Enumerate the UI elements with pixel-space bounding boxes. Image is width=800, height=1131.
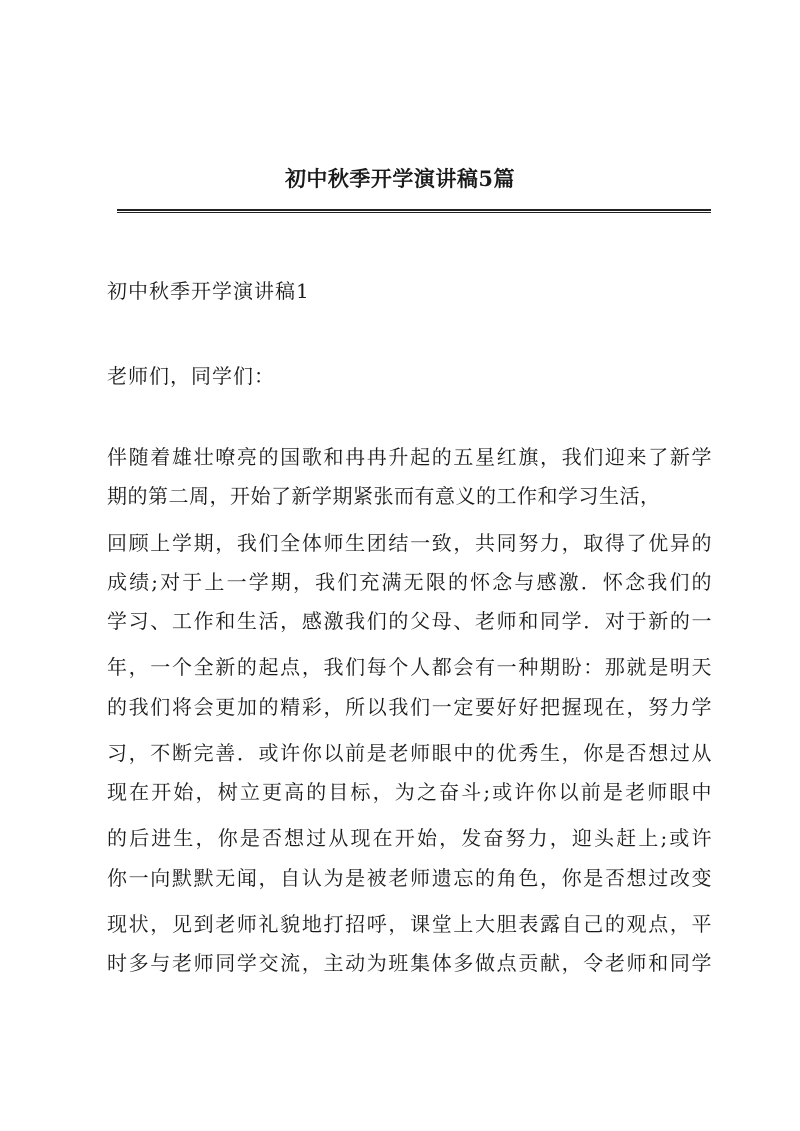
salutation: 老师们，同学们： <box>107 364 275 388</box>
body-line: 现在开始，树立更高的目标，为之奋斗;或许你以前是老师眼中 <box>107 780 712 804</box>
title-underline <box>117 209 711 213</box>
body-line: 的后进生，你是否想过从现在开始，发奋努力，迎头赶上;或许 <box>107 826 712 850</box>
body-line: 你一向默默无闻，自认为是被老师遗忘的角色，你是否想过改变 <box>107 866 712 890</box>
section-heading: 初中秋季开学演讲稿1 <box>107 279 310 303</box>
body-line: 回顾上学期，我们全体师生团结一致，共同努力，取得了优异的 <box>107 531 712 555</box>
body-line: 的我们将会更加的精彩，所以我们一定要好好把握现在，努力学 <box>107 695 712 719</box>
body-line: 年，一个全新的起点，我们每个人都会有一种期盼：那就是明天 <box>107 655 712 679</box>
body-line: 期的第二周，开始了新学期紧张而有意义的工作和学习生活， <box>107 484 661 508</box>
body-line: 习，不断完善．或许你以前是老师眼中的优秀生，你是否想过从 <box>107 741 712 765</box>
body-line: 成绩;对于上一学期，我们充满无限的怀念与感激．怀念我们的 <box>107 570 712 594</box>
body-line: 时多与老师同学交流，主动为班集体多做点贡献，令老师和同学 <box>107 951 712 975</box>
body-line: 伴随着雄壮嘹亮的国歌和冉冉升起的五星红旗，我们迎来了新学 <box>107 445 712 469</box>
body-line: 学习、工作和生活，感激我们的父母、老师和同学．对于新的一 <box>107 609 712 633</box>
body-line: 现状，见到老师礼貌地打招呼，课堂上大胆表露自己的观点，平 <box>107 912 712 936</box>
document-title: 初中秋季开学演讲稿5篇 <box>284 166 516 191</box>
